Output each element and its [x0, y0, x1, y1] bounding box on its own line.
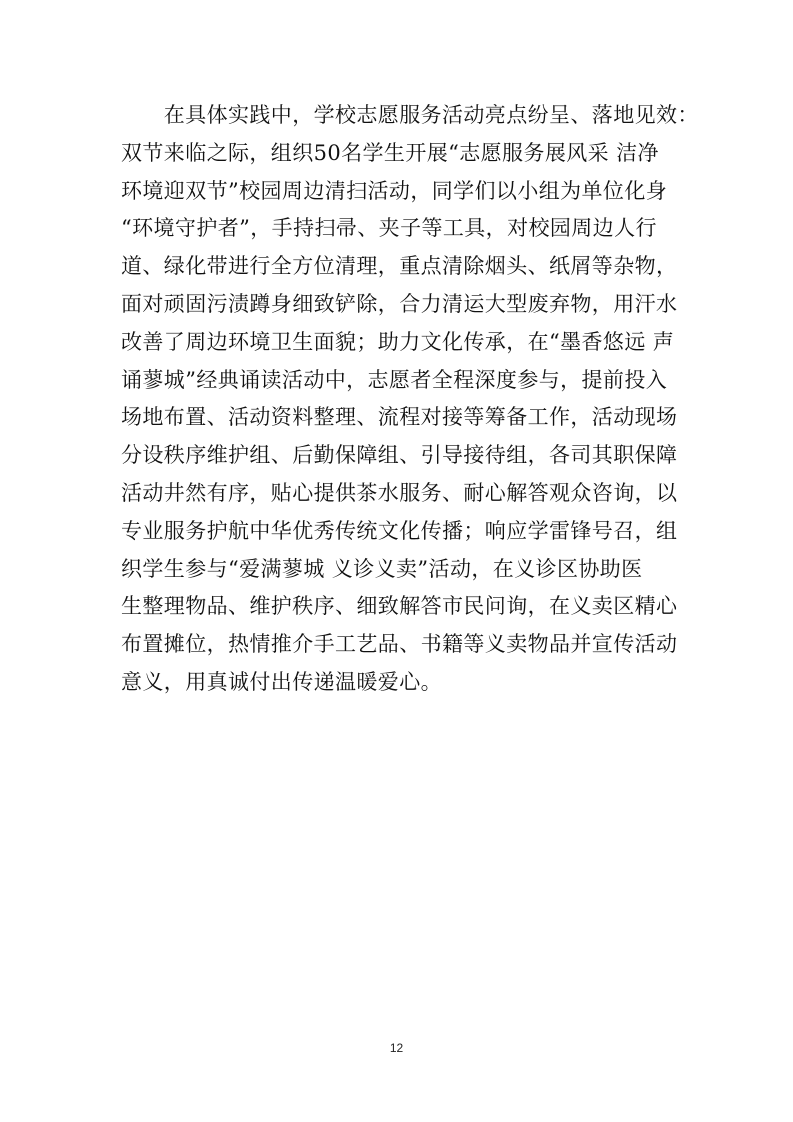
paragraph-line: “环境守护者”，手持扫帚、夹子等工具，对校园周边人行: [121, 216, 657, 241]
paragraph-line: 活动井然有序，贴心提供茶水服务、耐心解答观众咨询，以: [121, 480, 678, 505]
body-paragraph: [121, 97, 699, 702]
paragraph-line: 场地布置、活动资料整理、流程对接等筹备工作，活动现场: [121, 405, 678, 430]
paragraph-line: 环境迎双节”校园周边清扫活动，同学们以小组为单位化身: [121, 178, 668, 203]
paragraph-line: 织学生参与“爱满蓼城 义诊义卖”活动，在义诊区协助医: [121, 556, 643, 581]
paragraph-line: 分设秩序维护组、后勤保障组、引导接待组，各司其职保障: [121, 443, 678, 468]
paragraph-line: 专业服务护航中华优秀传统文化传播；响应学雷锋号召，组: [121, 518, 678, 543]
paragraph-line: 诵蓼城”经典诵读活动中，志愿者全程深度参与，提前投入: [121, 367, 668, 392]
paragraph-line: 双节来临之际，组织50名学生开展“志愿服务展风采 洁净: [121, 140, 659, 165]
paragraph-line: 面对顽固污渍蹲身细致铲除，合力清运大型废弃物，用汗水: [121, 291, 678, 316]
paragraph-line: 布置摊位，热情推介手工艺品、书籍等义卖物品并宣传活动: [121, 632, 678, 657]
page-number: 12: [389, 1041, 404, 1055]
paragraph-line: 在具体实践中，学校志愿服务活动亮点纷呈、落地见效：: [121, 103, 699, 127]
paragraph-line: 道、绿化带进行全方位清理，重点清除烟头、纸屑等杂物，: [121, 254, 678, 279]
paragraph-line: 改善了周边环境卫生面貌；助力文化传承，在“墨香悠远 声: [121, 329, 675, 354]
paragraph-line: 生整理物品、维护秩序、细致解答市民问询，在义卖区精心: [121, 594, 678, 619]
paragraph-line: 意义，用真诚付出传递温暖爱心。: [121, 669, 442, 694]
